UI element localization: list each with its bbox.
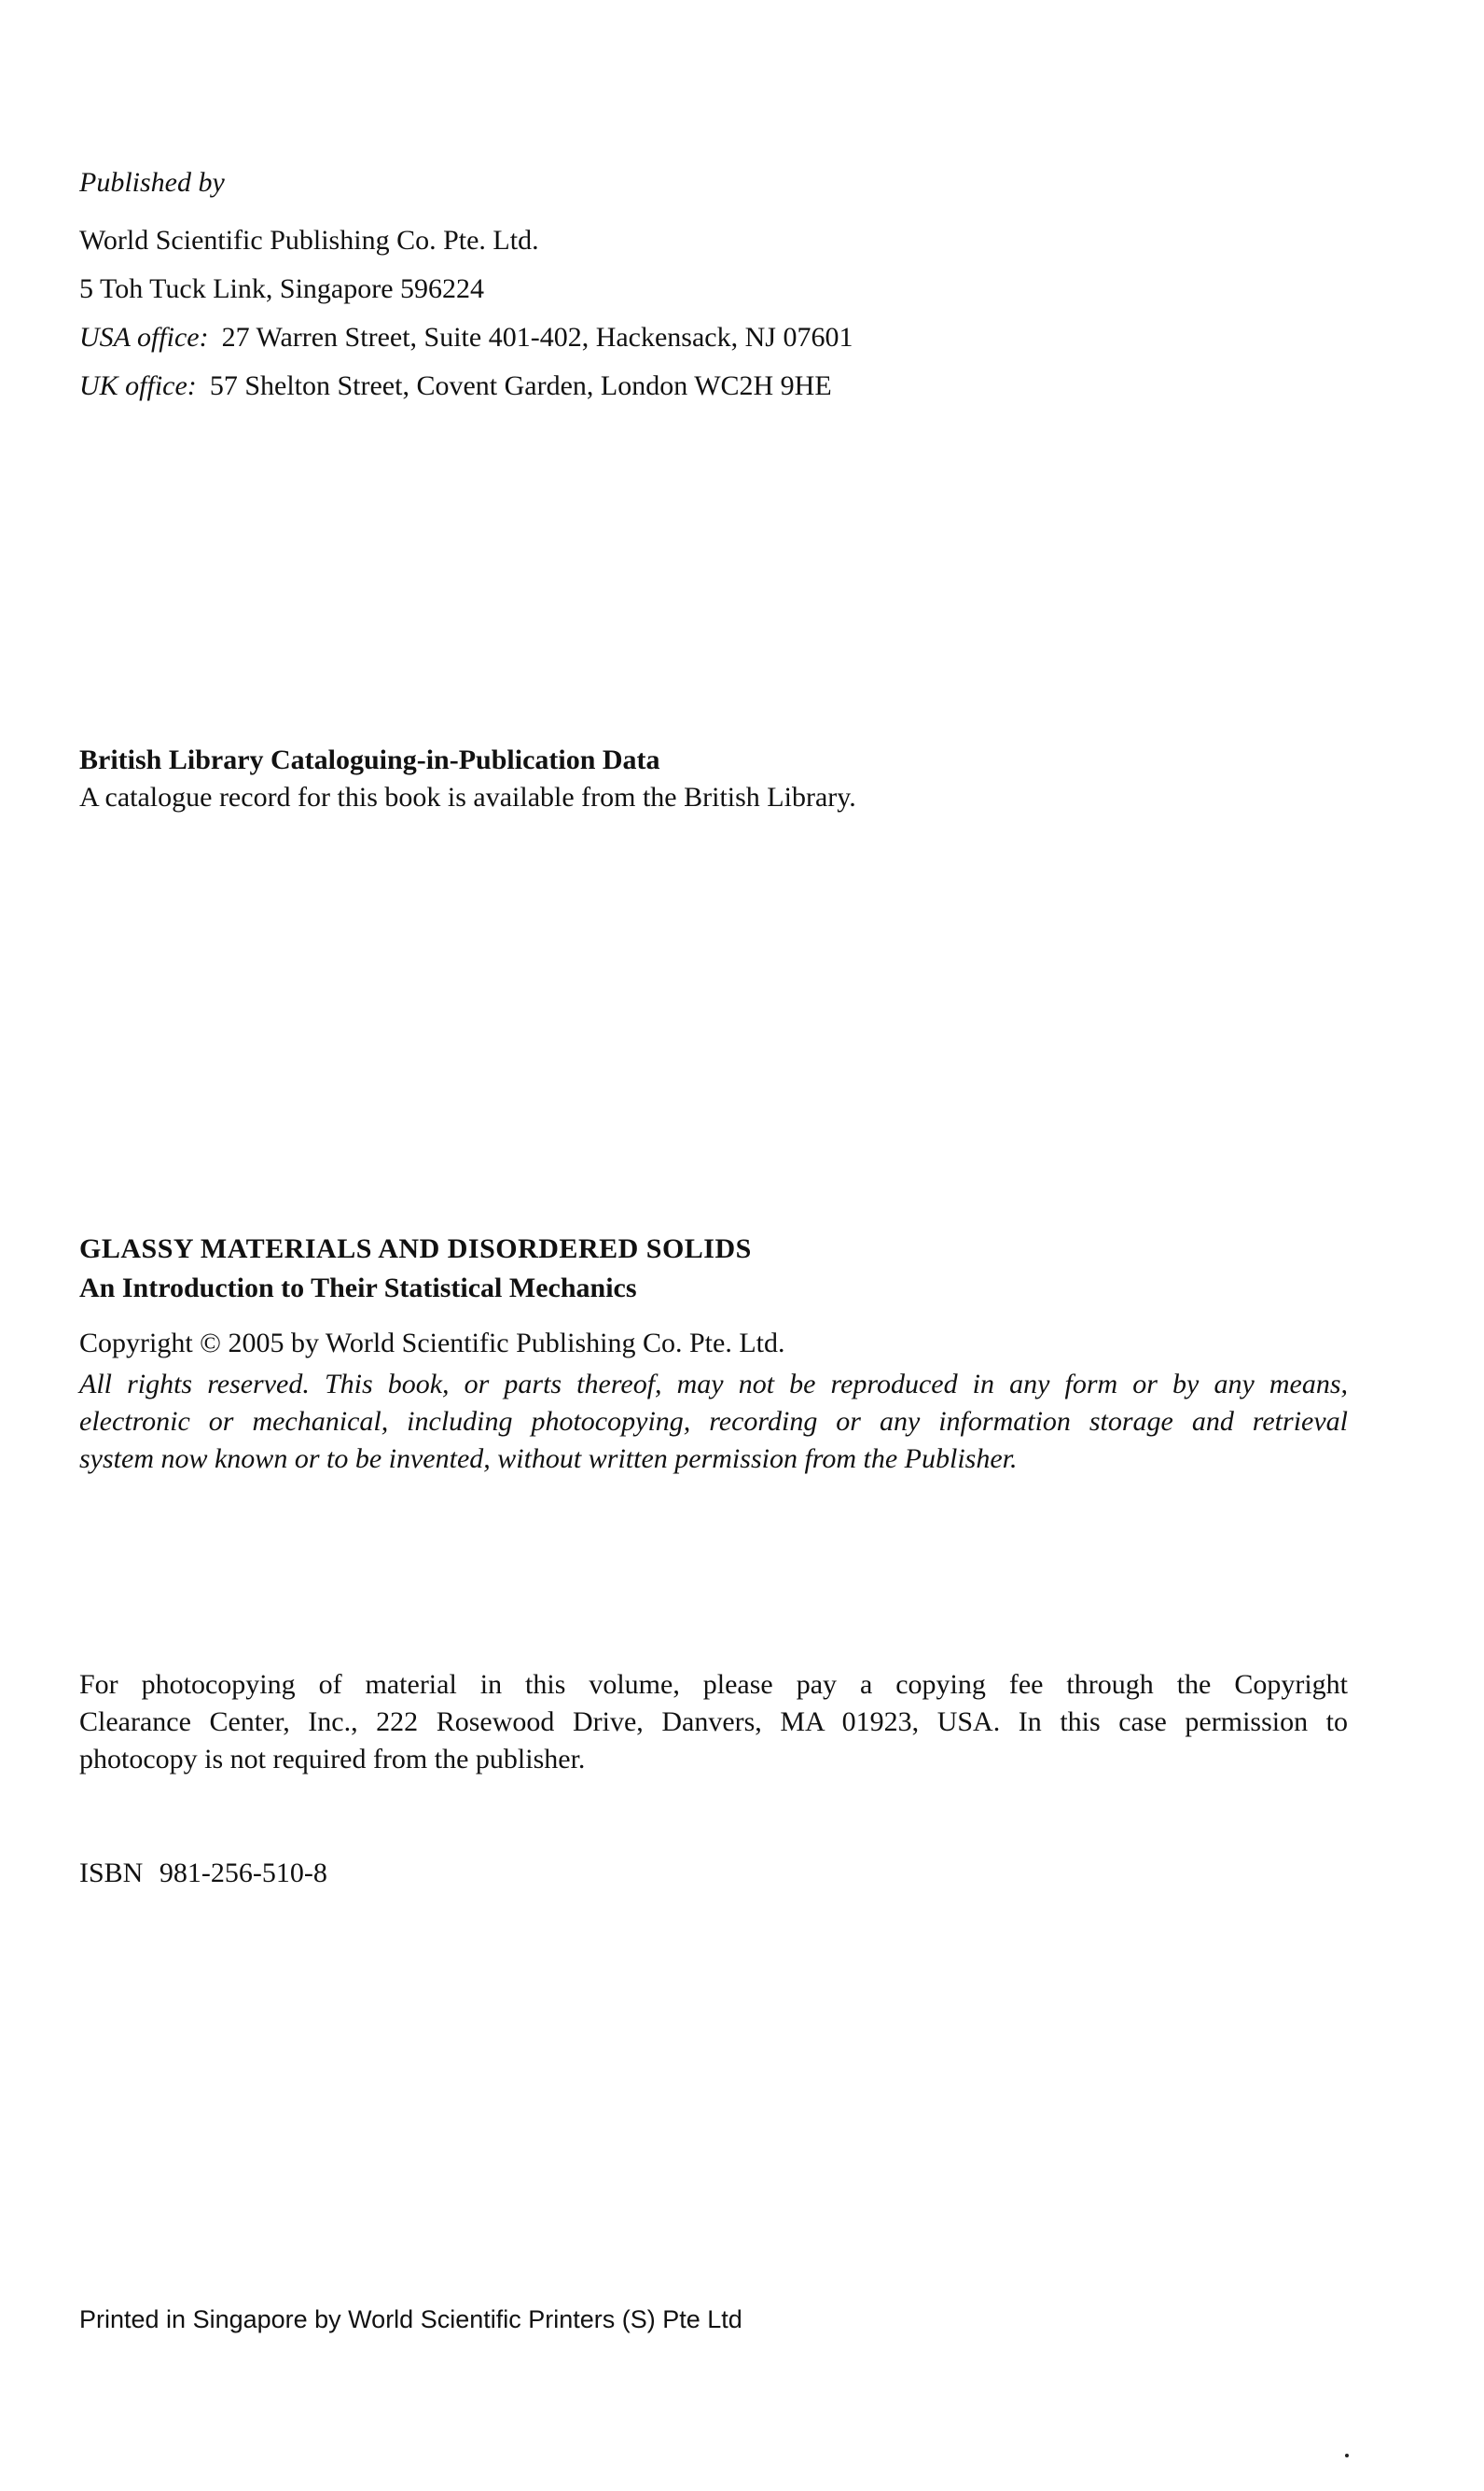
uk-office-line — [79, 362, 1348, 411]
usa-office-line — [79, 313, 1348, 362]
cataloguing-text: A catalogue record for this book is available from the British Library. — [79, 782, 856, 813]
photocopy-block — [79, 1666, 1348, 1778]
printed-line: Printed in Singapore by World Scientific Printers (S) Pte Ltd — [79, 2305, 742, 2333]
stray-dot — [1345, 2454, 1349, 2457]
rights-line: All rights reserved. This book, or parts thereof, may not be reproduced in any form or by any means, — [79, 1369, 1348, 1399]
cataloguing-block — [79, 742, 1348, 816]
publisher-address: 5 Toh Tuck Link, Singapore 596224 — [79, 273, 485, 304]
isbn: ISBN 981-256-510-8 — [79, 1858, 327, 1888]
published-by-heading: Published by — [79, 167, 225, 198]
copyright-line: Copyright © 2005 by World Scientific Publishing Co. Pte. Ltd. — [79, 1328, 785, 1358]
publisher-name: World Scientific Publishing Co. Pte. Ltd. — [79, 225, 539, 256]
photocopy-line: For photocopying of material in this volume, please pay a copying fee through the Copyright — [79, 1669, 1348, 1700]
uk-office-label: UK office: — [79, 370, 197, 401]
printed-block — [79, 2303, 1348, 2336]
rights-line: system now known or to be invented, without written permission from the Publisher. — [79, 1443, 1018, 1474]
publisher-block — [79, 159, 1348, 411]
photocopy-line: photocopy is not required from the publisher. — [79, 1744, 586, 1774]
photocopy-line: Clearance Center, Inc., 222 Rosewood Drive, Danvers, MA 01923, USA. In this case permission to — [79, 1706, 1348, 1737]
usa-office-label: USA office: — [79, 322, 209, 353]
uk-office-address: 57 Shelton Street, Covent Garden, London WC2H 9HE — [209, 370, 832, 401]
usa-office-address: 27 Warren Street, Suite 401-402, Hackensack, NJ 07601 — [221, 322, 853, 353]
book-title: GLASSY MATERIALS AND DISORDERED SOLIDS — [79, 1233, 752, 1264]
isbn-block — [79, 1855, 1348, 1892]
title-block — [79, 1230, 1348, 1478]
rights-line: electronic or mechanical, including photocopying, recording or any information storage and retrieval — [79, 1406, 1348, 1437]
book-subtitle: An Introduction to Their Statistical Mechanics — [79, 1273, 637, 1303]
cataloguing-heading: British Library Cataloguing-in-Publication Data — [79, 745, 660, 775]
photocopy-paragraph — [79, 1666, 1348, 1778]
rights-paragraph — [79, 1366, 1348, 1478]
